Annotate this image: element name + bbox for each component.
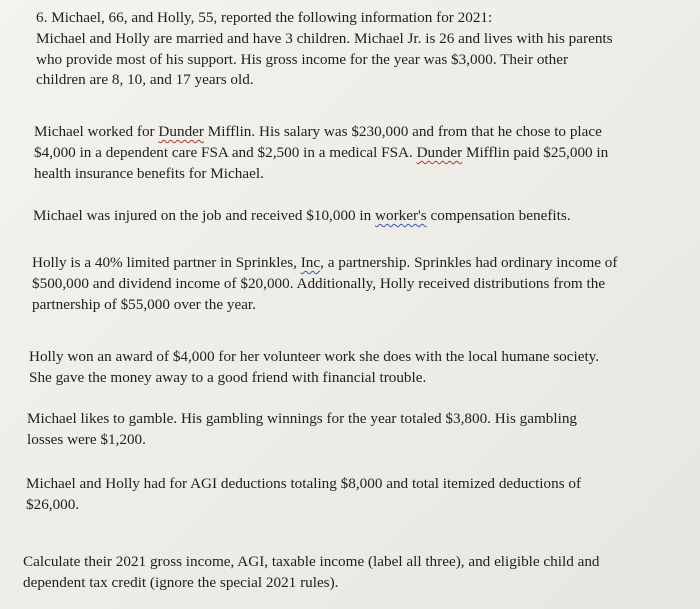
employment-line-1	[34, 122, 608, 143]
employment-line-2-post: Mifflin paid $25,000 in	[462, 143, 609, 161]
paragraph-employment	[34, 122, 608, 184]
injury-line-1	[33, 206, 571, 227]
employment-line-1-pre: Michael worked for	[34, 123, 159, 140]
deductions-line-1: Michael and Holly had for AGI deductions totaling $8,000 and total itemized deductions of	[26, 475, 582, 492]
paragraph-gambling	[27, 409, 577, 451]
company-name-dunder: Dunder	[158, 123, 204, 140]
word-inc: Inc	[300, 254, 321, 271]
employment-line-1-post: Mifflin. His salary was $230,000 and from that he chose to place	[203, 123, 602, 140]
deductions-line-2: $26,000.	[26, 495, 80, 513]
employment-line-2-pre: $4,000 in a dependent care FSA and $2,500 in a medical FSA.	[34, 143, 417, 161]
intro-line-1: 6. Michael, 66, and Holly, 55, reported the following information for 2021:	[36, 9, 493, 26]
paragraph-award	[29, 347, 599, 389]
task-line-2: dependent tax credit (ignore the special 2021 rules).	[23, 573, 339, 591]
paragraph-intro	[36, 8, 613, 91]
award-line-2: She gave the money away to a good friend with financial trouble.	[29, 368, 427, 386]
paragraph-deductions	[26, 474, 581, 516]
gambling-line-1: Michael likes to gamble. His gambling winnings for the year totaled $3,800. His gambling	[27, 410, 578, 427]
injury-line-1-pre: Michael was injured on the job and received $10,000 in	[33, 207, 376, 224]
award-line-1: Holly won an award of $4,000 for her volunteer work she does with the local humane society.	[29, 348, 600, 365]
paragraph-task	[23, 552, 600, 594]
employment-line-3: health insurance benefits for Michael.	[34, 164, 264, 182]
partnership-line-1-post: , a partnership. Sprinkles had ordinary income of	[320, 254, 618, 271]
paragraph-partnership	[32, 253, 617, 315]
injury-line-1-post: compensation benefits.	[426, 207, 571, 224]
intro-line-3: who provide most of his support. His gross income for the year was $3,000. Their other	[36, 50, 569, 68]
partnership-line-1	[32, 253, 617, 274]
company-name-dunder-2: Dunder	[416, 143, 463, 161]
paragraph-injury	[33, 206, 571, 227]
intro-line-2: Michael and Holly are married and have 3 children. Michael Jr. is 26 and lives with his parents	[36, 29, 613, 47]
gambling-line-2: losses were $1,200.	[27, 430, 146, 448]
employment-line-2	[34, 143, 608, 164]
partnership-line-2: $500,000 and dividend income of $20,000. Additionally, Holly received distributions from the	[32, 274, 606, 292]
partnership-line-1-pre: Holly is a 40% limited partner in Sprinkles,	[32, 254, 301, 271]
task-line-1: Calculate their 2021 gross income, AGI, taxable income (label all three), and eligible child and	[23, 553, 600, 570]
word-workers: worker's	[375, 207, 427, 224]
partnership-line-3: partnership of $55,000 over the year.	[32, 295, 256, 313]
intro-line-4: children are 8, 10, and 17 years old.	[36, 71, 254, 89]
